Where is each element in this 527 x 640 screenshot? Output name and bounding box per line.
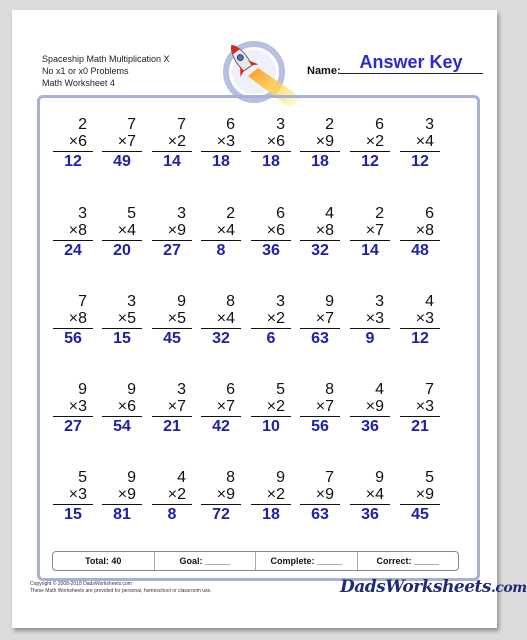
multiplier: ×3: [400, 398, 440, 417]
name-label: Name:: [307, 65, 341, 77]
multiplier: ×8: [53, 310, 93, 329]
answer: 24: [64, 242, 82, 259]
answer: 18: [311, 153, 329, 170]
usage-line: These Math Worksheets are provided for personal, homeschool or classroom use.: [30, 588, 212, 594]
answer: 12: [361, 153, 379, 170]
brand-tld: .com: [490, 580, 527, 596]
multiplicand: 7: [425, 381, 434, 398]
problem-item: [350, 469, 390, 523]
multiplicand: 3: [375, 293, 384, 310]
multiplier: ×4: [201, 222, 241, 241]
answer: 14: [163, 153, 181, 170]
multiplier: ×9: [350, 398, 390, 417]
answer: 8: [216, 242, 226, 259]
goal-field[interactable]: Goal: _____: [155, 552, 257, 570]
multiplicand: 5: [78, 469, 87, 486]
multiplicand: 2: [375, 205, 384, 222]
answer: 8: [167, 506, 177, 523]
multiplicand: 4: [177, 469, 186, 486]
answer: 81: [113, 506, 131, 523]
answer: 32: [311, 242, 329, 259]
correct-field[interactable]: Correct: _____: [376, 556, 440, 566]
problem-item: [53, 205, 93, 259]
multiplicand: 2: [78, 116, 87, 133]
multiplier: ×7: [152, 398, 192, 417]
problem-item: [102, 116, 142, 170]
multiplicand: 3: [127, 293, 136, 310]
answer: 9: [365, 330, 375, 347]
multiplicand: 3: [177, 205, 186, 222]
multiplier: ×3: [53, 398, 93, 417]
problem-item: [350, 293, 390, 347]
multiplicand: 5: [425, 469, 434, 486]
problem-item: [251, 469, 291, 523]
multiplier: ×2: [350, 133, 390, 152]
problem-item: [53, 469, 93, 523]
multiplier: ×6: [251, 222, 291, 241]
multiplier: ×9: [102, 486, 142, 505]
multiplier: ×3: [201, 133, 241, 152]
multiplier: ×8: [53, 222, 93, 241]
answer: 56: [311, 418, 329, 435]
multiplier: ×2: [251, 310, 291, 329]
problem-item: [152, 205, 192, 259]
answer: 15: [64, 506, 82, 523]
multiplier: ×8: [300, 222, 340, 241]
multiplicand: 2: [226, 205, 235, 222]
problem-item: [300, 205, 340, 259]
problem-item: [152, 293, 192, 347]
multiplier: ×8: [400, 222, 440, 241]
answer: 63: [311, 330, 329, 347]
answer: 27: [64, 418, 82, 435]
multiplier: ×3: [350, 310, 390, 329]
multiplier: ×2: [152, 133, 192, 152]
multiplicand: 7: [177, 116, 186, 133]
multiplicand: 9: [375, 469, 384, 486]
brand-dads: Dads: [340, 577, 386, 597]
multiplicand: 8: [226, 293, 235, 310]
multiplicand: 7: [78, 293, 87, 310]
answer: 12: [64, 153, 82, 170]
answer: 10: [262, 418, 280, 435]
problem-item: [201, 205, 241, 259]
multiplicand: 5: [276, 381, 285, 398]
multiplicand: 9: [325, 293, 334, 310]
problem-item: [350, 205, 390, 259]
multiplier: ×4: [350, 486, 390, 505]
problem-item: [300, 293, 340, 347]
multiplier: ×7: [350, 222, 390, 241]
multiplicand: 6: [375, 116, 384, 133]
problem-item: [102, 293, 142, 347]
multiplier: ×3: [53, 486, 93, 505]
answer: 72: [212, 506, 230, 523]
answer: 48: [411, 242, 429, 259]
problem-item: [102, 381, 142, 435]
problem-item: [400, 469, 440, 523]
multiplier: ×7: [201, 398, 241, 417]
multiplicand: 2: [325, 116, 334, 133]
answer: 32: [212, 330, 230, 347]
multiplier: ×6: [102, 398, 142, 417]
multiplicand: 9: [276, 469, 285, 486]
multiplicand: 6: [226, 381, 235, 398]
problem-item: [300, 469, 340, 523]
multiplicand: 3: [276, 293, 285, 310]
answer: 20: [113, 242, 131, 259]
multiplicand: 5: [127, 205, 136, 222]
multiplicand: 4: [325, 205, 334, 222]
problem-item: [251, 293, 291, 347]
answer: 12: [411, 330, 429, 347]
problem-item: [400, 293, 440, 347]
answer-key-heading: Answer Key: [359, 52, 463, 72]
answer: 21: [411, 418, 429, 435]
answer: 45: [411, 506, 429, 523]
answer: 45: [163, 330, 181, 347]
answer: 54: [113, 418, 131, 435]
multiplicand: 3: [425, 116, 434, 133]
answer: 36: [262, 242, 280, 259]
complete-field[interactable]: Complete: _____: [256, 552, 358, 570]
answer: 12: [411, 153, 429, 170]
multiplier: ×9: [201, 486, 241, 505]
problem-item: [300, 116, 340, 170]
problem-item: [400, 205, 440, 259]
multiplier: ×7: [300, 398, 340, 417]
total-count: Total: 40: [53, 552, 155, 570]
problem-item: [251, 381, 291, 435]
subtitle-line: No x1 or x0 Problems: [42, 66, 129, 76]
multiplicand: 3: [276, 116, 285, 133]
problem-item: [102, 469, 142, 523]
worksheet-number: Math Worksheet 4: [42, 78, 115, 88]
multiplier: ×9: [152, 222, 192, 241]
multiplicand: 3: [177, 381, 186, 398]
multiplicand: 7: [127, 116, 136, 133]
multiplier: ×2: [152, 486, 192, 505]
multiplier: ×2: [251, 486, 291, 505]
problem-item: [400, 116, 440, 170]
answer: 21: [163, 418, 181, 435]
multiplicand: 9: [127, 469, 136, 486]
multiplier: ×3: [400, 310, 440, 329]
problem-item: [201, 381, 241, 435]
answer: 42: [212, 418, 230, 435]
answer: 56: [64, 330, 82, 347]
problem-item: [300, 381, 340, 435]
problem-item: [53, 381, 93, 435]
multiplier: ×4: [201, 310, 241, 329]
multiplicand: 6: [425, 205, 434, 222]
multiplicand: 9: [177, 293, 186, 310]
answer: 14: [361, 242, 379, 259]
multiplier: ×7: [300, 310, 340, 329]
multiplier: ×4: [400, 133, 440, 152]
copyright-notice: [30, 581, 212, 595]
problem-item: [102, 205, 142, 259]
problem-item: [53, 116, 93, 170]
answer: 6: [266, 330, 276, 347]
multiplier: ×7: [102, 133, 142, 152]
problem-item: [152, 381, 192, 435]
multiplicand: 8: [226, 469, 235, 486]
multiplicand: 6: [276, 205, 285, 222]
problem-item: [152, 116, 192, 170]
problem-item: [201, 293, 241, 347]
answer: 63: [311, 506, 329, 523]
multiplier: ×5: [152, 310, 192, 329]
answer: 36: [361, 506, 379, 523]
multiplicand: 4: [425, 293, 434, 310]
problem-item: [251, 205, 291, 259]
answer: 15: [113, 330, 131, 347]
problem-item: [251, 116, 291, 170]
title-line: Spaceship Math Multiplication X: [42, 54, 170, 64]
answer: 36: [361, 418, 379, 435]
answer: 18: [262, 153, 280, 170]
multiplier: ×2: [251, 398, 291, 417]
multiplicand: 6: [226, 116, 235, 133]
score-bar: [52, 551, 459, 571]
answer: 18: [262, 506, 280, 523]
name-field-line[interactable]: [340, 73, 483, 74]
multiplier: ×4: [102, 222, 142, 241]
multiplier: ×9: [400, 486, 440, 505]
multiplicand: 8: [325, 381, 334, 398]
multiplier: ×9: [300, 133, 340, 152]
problem-item: [350, 116, 390, 170]
copyright-line: Copyright © 2008-2018 DadsWorksheets.com: [30, 581, 132, 587]
multiplicand: 3: [78, 205, 87, 222]
problem-item: [201, 116, 241, 170]
problem-item: [152, 469, 192, 523]
multiplicand: 9: [78, 381, 87, 398]
brand-worksheets: Worksheets: [385, 577, 491, 597]
multiplier: ×6: [251, 133, 291, 152]
worksheet-title: [42, 53, 170, 89]
answer: 18: [212, 153, 230, 170]
multiplier: ×9: [300, 486, 340, 505]
problem-item: [400, 381, 440, 435]
problem-item: [201, 469, 241, 523]
multiplicand: 9: [127, 381, 136, 398]
multiplier: ×6: [53, 133, 93, 152]
multiplicand: 4: [375, 381, 384, 398]
brand-logo: [340, 577, 527, 597]
problem-item: [350, 381, 390, 435]
multiplicand: 7: [325, 469, 334, 486]
answer: 49: [113, 153, 131, 170]
multiplier: ×5: [102, 310, 142, 329]
answer: 27: [163, 242, 181, 259]
problem-item: [53, 293, 93, 347]
